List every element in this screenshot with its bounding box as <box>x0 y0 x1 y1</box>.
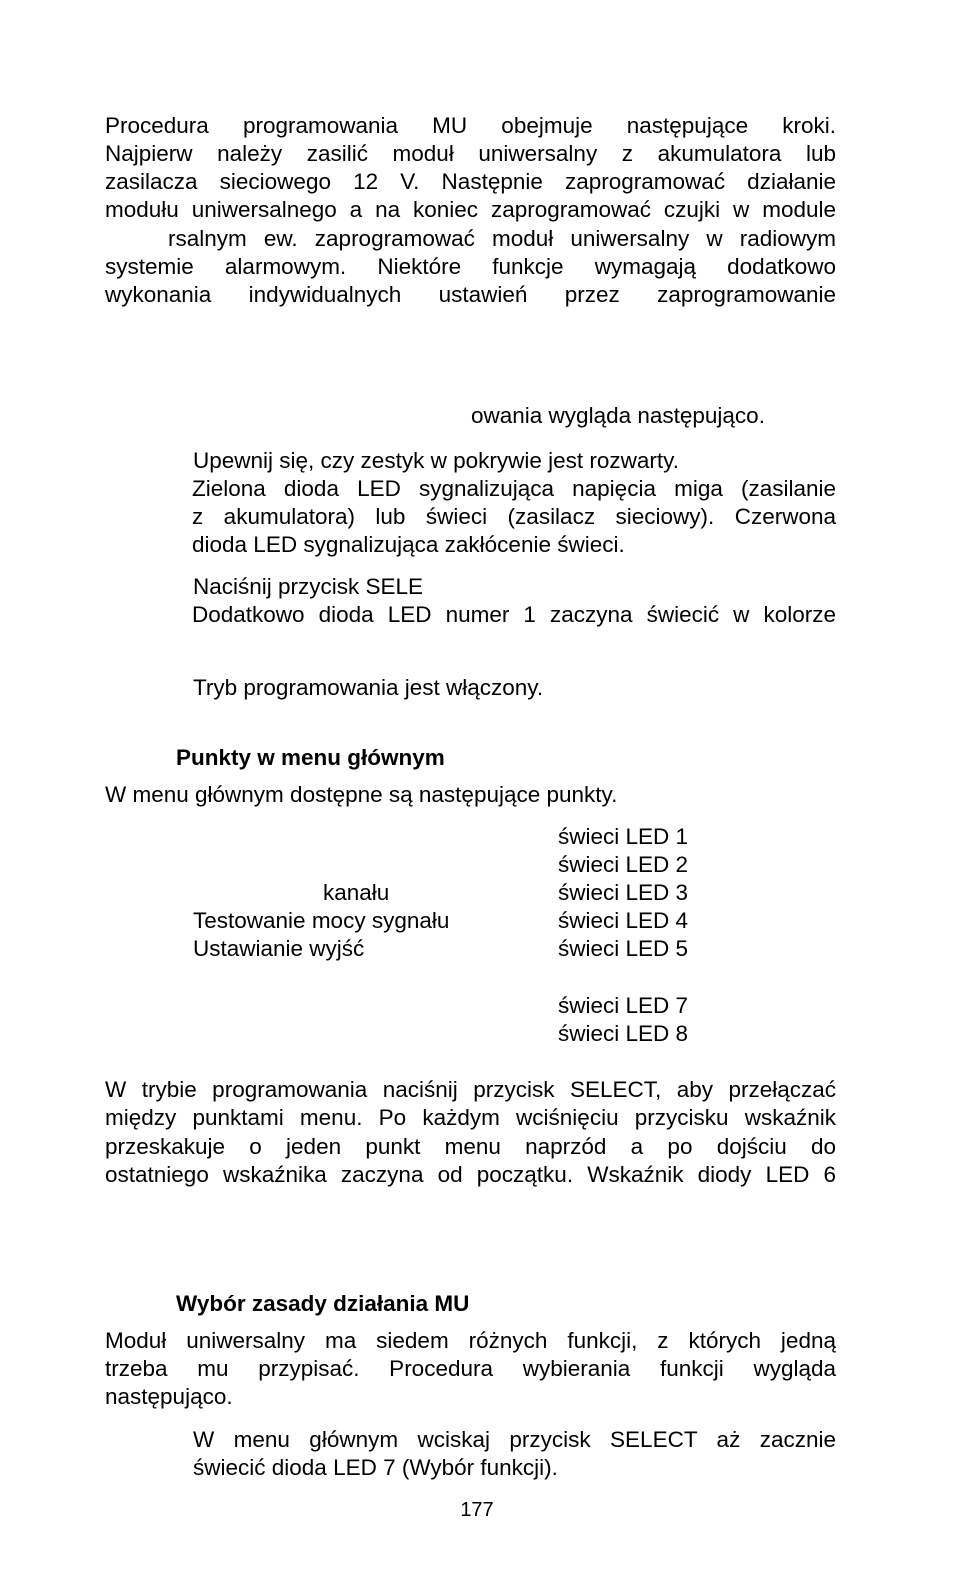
section-heading-function: Wybór zasady działania MU <box>176 1291 470 1316</box>
step-result-line: dioda LED sygnalizująca zakłócenie świeci. <box>192 532 625 557</box>
menu-item-led: świeci LED 4 <box>558 908 689 933</box>
menu-item-label: kanału <box>323 880 390 905</box>
intro-line: Procedura programowania MU obejmuje następujące kroki. <box>105 113 836 138</box>
menu-item-label: Ustawianie wyjść <box>193 936 365 961</box>
menu-item-led: świeci LED 2 <box>558 852 689 877</box>
paragraph-line: przeskakuje o jeden punkt menu naprzód a po dojściu do <box>105 1134 836 1159</box>
intro-line: systemie alarmowym. Niektóre funkcje wymagają dodatkowo <box>105 254 836 279</box>
paragraph-line: trzeba mu przypisać. Procedura wybierania funkcji wygląda <box>105 1356 836 1381</box>
menu-intro: W menu głównym dostępne są następujące punkty. <box>105 782 618 807</box>
paragraph-line: następująco. <box>105 1384 233 1409</box>
step-instruction: Upewnij się, czy zestyk w pokrywie jest rozwarty. <box>193 448 679 473</box>
intro-line: Najpierw należy zasilić moduł uniwersalny z akumulatora lub <box>105 141 836 166</box>
menu-item-led: świeci LED 1 <box>558 824 689 849</box>
menu-item-led: świeci LED 7 <box>558 993 689 1018</box>
page-number: 177 <box>460 1499 494 1521</box>
menu-item-label: Testowanie mocy sygnału <box>193 908 450 933</box>
section-heading-menu: Punkty w menu głównym <box>176 745 445 770</box>
menu-item-led: świeci LED 5 <box>558 936 689 961</box>
intro-line: rsalnym ew. zaprogramować moduł uniwersalny w radiowym <box>168 226 836 251</box>
step-result-line: Zielona dioda LED sygnalizująca napięcia miga (zasilanie <box>192 476 836 501</box>
menu-item-led: świeci LED 8 <box>558 1021 689 1046</box>
paragraph-line: między punktami menu. Po każdym wciśnięciu przycisku wskaźnik <box>105 1105 836 1130</box>
intro-line: wykonania indywidualnych ustawień przez zaprogramowanie <box>105 282 836 307</box>
paragraph-line: Moduł uniwersalny ma siedem różnych funkcji, z których jedną <box>105 1328 836 1353</box>
procedure-intro: owania wygląda następująco. <box>471 403 765 428</box>
step-instruction: W menu głównym wciskaj przycisk SELECT aż zacznie <box>193 1427 836 1452</box>
intro-line: zasilacza sieciowego 12 V. Następnie zaprogramować działanie <box>105 169 836 194</box>
intro-line: modułu uniwersalnego a na koniec zaprogramować czujki w module <box>105 197 836 222</box>
paragraph-line: ostatniego wskaźnika zaczyna od początku. Wskaźnik diody LED 6 <box>105 1162 836 1187</box>
paragraph-line: W trybie programowania naciśnij przycisk SELECT, aby przełączać <box>105 1077 836 1102</box>
step-instruction: Naciśnij przycisk SELE <box>193 574 424 599</box>
step-result-line: Dodatkowo dioda LED numer 1 zaczyna świecić w kolorze <box>192 602 836 627</box>
menu-item-led: świeci LED 3 <box>558 880 689 905</box>
step-result-line: z akumulatora) lub świeci (zasilacz sieciowy). Czerwona <box>192 504 836 529</box>
procedure-step-3: Tryb programowania jest włączony. <box>193 675 544 700</box>
step-instruction: świecić dioda LED 7 (Wybór funkcji). <box>193 1455 558 1480</box>
